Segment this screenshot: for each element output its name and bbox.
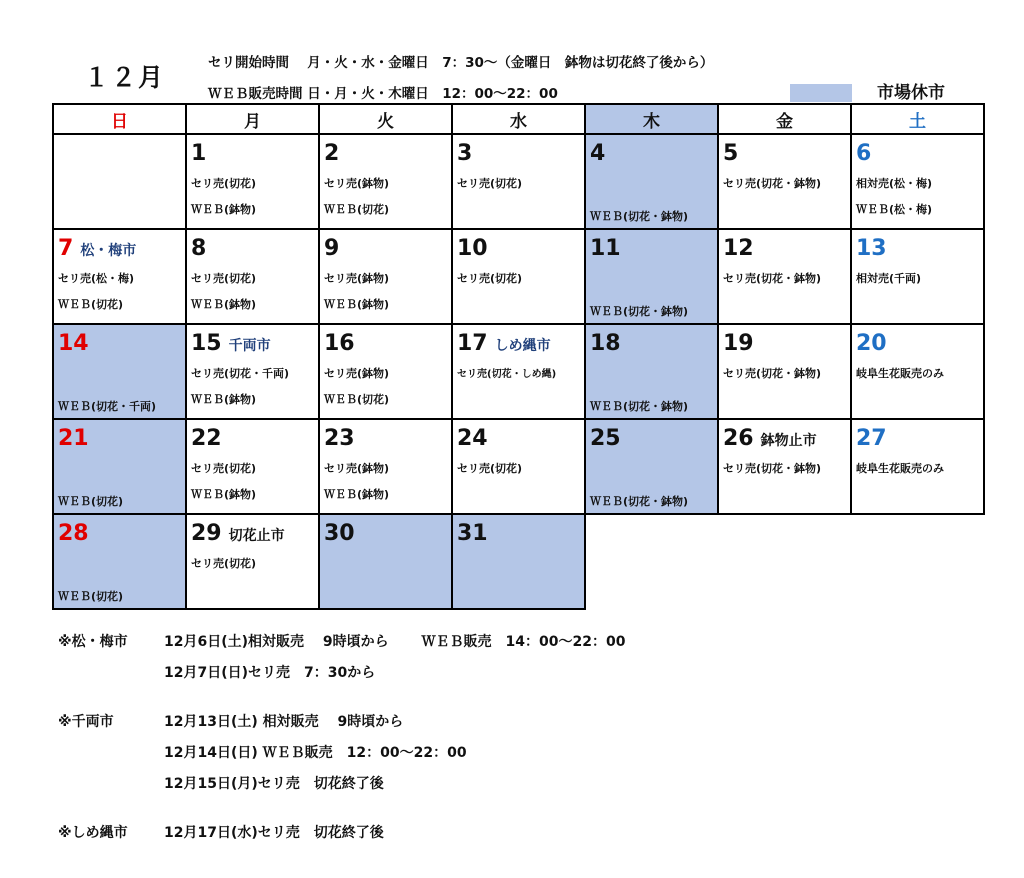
weekday-mon: 月: [186, 104, 319, 134]
weekday-fri: 金: [718, 104, 851, 134]
day-number: 23: [324, 426, 355, 451]
calendar-week: [53, 514, 984, 609]
day-number: 7: [58, 236, 74, 261]
day-detail: ＷＥＢ(切花・千両): [58, 400, 157, 413]
calendar-day-5: [718, 134, 851, 229]
day-detail: セリ売(切花・鉢物): [723, 462, 822, 475]
day-number: 29: [191, 521, 222, 546]
day-detail: 岐阜生花販売のみ: [856, 367, 944, 380]
calendar-day-21: [53, 419, 186, 514]
market-event-label: 切花止市: [228, 528, 285, 544]
day-number: 31: [457, 521, 488, 546]
note-shimenawa-line1: 12月17日(水)セリ売 切花終了後: [164, 825, 384, 841]
day-number: 8: [191, 236, 207, 261]
calendar-day-14: [53, 324, 186, 419]
day-detail: ＷＥＢ(切花): [324, 203, 390, 216]
calendar-day-1: [186, 134, 319, 229]
day-detail: ＷＥＢ(切花・鉢物): [590, 305, 689, 318]
calendar-day-31: [452, 514, 585, 609]
day-detail: ＷＥＢ(切花): [58, 298, 124, 311]
weekday-sat: 土: [851, 104, 984, 134]
web-sales-times: ＷＥＢ販売時間 日・月・火・木曜日 12：00～22：00: [208, 86, 558, 102]
day-number: 2: [324, 141, 340, 166]
note-senryo-line2: 12月14日(日) ＷＥＢ販売 12：00～22：00: [164, 745, 467, 761]
calendar-day-6: [851, 134, 984, 229]
weekday-thu: 木: [585, 104, 718, 134]
day-number: 18: [590, 331, 621, 356]
day-detail: 相対売(松・梅): [856, 177, 933, 190]
day-detail: ＷＥＢ(切花): [324, 393, 390, 406]
market-closed-legend-swatch: [790, 84, 852, 102]
day-number: 30: [324, 521, 355, 546]
calendar-day-18: [585, 324, 718, 419]
calendar-day-13: [851, 229, 984, 324]
day-number: 3: [457, 141, 473, 166]
day-detail: セリ売(松・梅): [58, 272, 135, 285]
day-detail: セリ売(鉢物): [324, 177, 390, 190]
calendar-day-29: [186, 514, 319, 609]
day-detail: セリ売(切花): [457, 272, 523, 285]
auction-start-times: セリ開始時間 月・火・水・金曜日 7：30～（金曜日 鉢物は切花終了後から）: [208, 55, 714, 71]
day-detail: セリ売(切花・鉢物): [723, 272, 822, 285]
day-detail: セリ売(切花): [191, 177, 257, 190]
calendar-day-17: [452, 324, 585, 419]
day-detail: セリ売(切花・しめ縄): [457, 369, 557, 380]
day-number: 1: [191, 141, 207, 166]
day-detail: ＷＥＢ(切花・鉢物): [590, 495, 689, 508]
calendar-day-10: [452, 229, 585, 324]
day-detail: セリ売(切花): [191, 557, 257, 570]
day-number: 14: [58, 331, 89, 356]
day-detail: 岐阜生花販売のみ: [856, 462, 944, 475]
calendar-day-26: [718, 419, 851, 514]
day-detail: セリ売(鉢物): [324, 367, 390, 380]
day-detail: セリ売(切花): [457, 177, 523, 190]
day-detail: ＷＥＢ(鉢物): [191, 393, 257, 406]
calendar-day-27: [851, 419, 984, 514]
day-number-wrap: [191, 331, 271, 356]
day-detail: ＷＥＢ(鉢物): [191, 488, 257, 501]
calendar-day-7: [53, 229, 186, 324]
day-detail: ＷＥＢ(切花・鉢物): [590, 210, 689, 223]
note-label-senryo: ※千両市: [58, 714, 114, 730]
day-detail: ＷＥＢ(切花・鉢物): [590, 400, 689, 413]
day-detail: セリ売(切花・千両): [191, 367, 290, 380]
calendar-day-2: [319, 134, 452, 229]
day-detail: セリ売(切花): [191, 462, 257, 475]
day-detail: セリ売(鉢物): [324, 462, 390, 475]
calendar-blank: [718, 514, 851, 609]
day-detail: セリ売(切花・鉢物): [723, 367, 822, 380]
day-detail: ＷＥＢ(鉢物): [324, 488, 390, 501]
calendar-week: [53, 419, 984, 514]
calendar-table: [52, 103, 985, 610]
calendar-day-15: [186, 324, 319, 419]
market-event-label: しめ縄市: [494, 338, 551, 354]
calendar-blank: [851, 514, 984, 609]
calendar-week: [53, 229, 984, 324]
calendar-day-23: [319, 419, 452, 514]
calendar-day-20: [851, 324, 984, 419]
note-matsuume-line1: 12月6日(土)相対販売 9時頃から ＷＥＢ販売 14：00～22：00: [164, 634, 626, 650]
day-number: 9: [324, 236, 340, 261]
calendar-week: [53, 134, 984, 229]
day-number-wrap: [723, 426, 817, 451]
day-number: 26: [723, 426, 754, 451]
day-detail: ＷＥＢ(鉢物): [191, 298, 257, 311]
calendar-day-25: [585, 419, 718, 514]
calendar-day-11: [585, 229, 718, 324]
day-number: 22: [191, 426, 222, 451]
note-matsuume-line2: 12月7日(日)セリ売 7：30から: [164, 665, 376, 681]
market-closed-legend-label: 市場休市: [877, 83, 945, 103]
day-detail: セリ売(鉢物): [324, 272, 390, 285]
day-number: 21: [58, 426, 89, 451]
calendar-day-12: [718, 229, 851, 324]
day-number: 13: [856, 236, 887, 261]
day-detail: セリ売(切花・鉢物): [723, 177, 822, 190]
calendar-day-16: [319, 324, 452, 419]
calendar-week: [53, 324, 984, 419]
market-event-label: 千両市: [228, 338, 271, 354]
month-title: １２月: [84, 63, 166, 92]
note-label-shimenawa: ※しめ縄市: [58, 825, 128, 841]
day-number: 16: [324, 331, 355, 356]
market-event-label: 鉢物止市: [760, 433, 817, 449]
day-number: 11: [590, 236, 621, 261]
day-number: 20: [856, 331, 887, 356]
weekday-sun: 日: [53, 104, 186, 134]
day-number: 5: [723, 141, 739, 166]
day-number: 27: [856, 426, 887, 451]
day-number: 17: [457, 331, 488, 356]
day-number: 25: [590, 426, 621, 451]
day-detail: ＷＥＢ(切花): [58, 590, 124, 603]
note-senryo-line1: 12月13日(土) 相対販売 9時頃から: [164, 714, 404, 730]
calendar-day-22: [186, 419, 319, 514]
day-number-wrap: [191, 521, 285, 546]
day-detail: ＷＥＢ(切花): [58, 495, 124, 508]
market-event-label: 松・梅市: [80, 243, 137, 259]
day-detail: セリ売(切花): [191, 272, 257, 285]
day-number-wrap: [58, 236, 136, 261]
calendar-day-28: [53, 514, 186, 609]
day-detail: 相対売(千両): [856, 272, 922, 285]
day-number: 19: [723, 331, 754, 356]
calendar-day-30: [319, 514, 452, 609]
day-number: 15: [191, 331, 222, 356]
calendar-blank: [585, 514, 718, 609]
day-detail: セリ売(切花): [457, 462, 523, 475]
calendar-day-3: [452, 134, 585, 229]
calendar-day-19: [718, 324, 851, 419]
calendar-day-4: [585, 134, 718, 229]
day-number: 24: [457, 426, 488, 451]
day-number: 28: [58, 521, 89, 546]
calendar-day-empty: [53, 134, 186, 229]
day-number: 4: [590, 141, 606, 166]
note-senryo-line3: 12月15日(月)セリ売 切花終了後: [164, 776, 384, 792]
day-number: 10: [457, 236, 488, 261]
day-detail: ＷＥＢ(松・梅): [856, 203, 933, 216]
calendar-day-24: [452, 419, 585, 514]
weekday-wed: 水: [452, 104, 585, 134]
weekday-tue: 火: [319, 104, 452, 134]
weekday-header-row: [53, 104, 984, 134]
day-number: 6: [856, 141, 872, 166]
day-number: 12: [723, 236, 754, 261]
day-number-wrap: [457, 331, 551, 356]
calendar-day-8: [186, 229, 319, 324]
day-detail: ＷＥＢ(鉢物): [324, 298, 390, 311]
calendar-day-9: [319, 229, 452, 324]
day-detail: ＷＥＢ(鉢物): [191, 203, 257, 216]
note-label-matsuume: ※松・梅市: [58, 634, 128, 650]
